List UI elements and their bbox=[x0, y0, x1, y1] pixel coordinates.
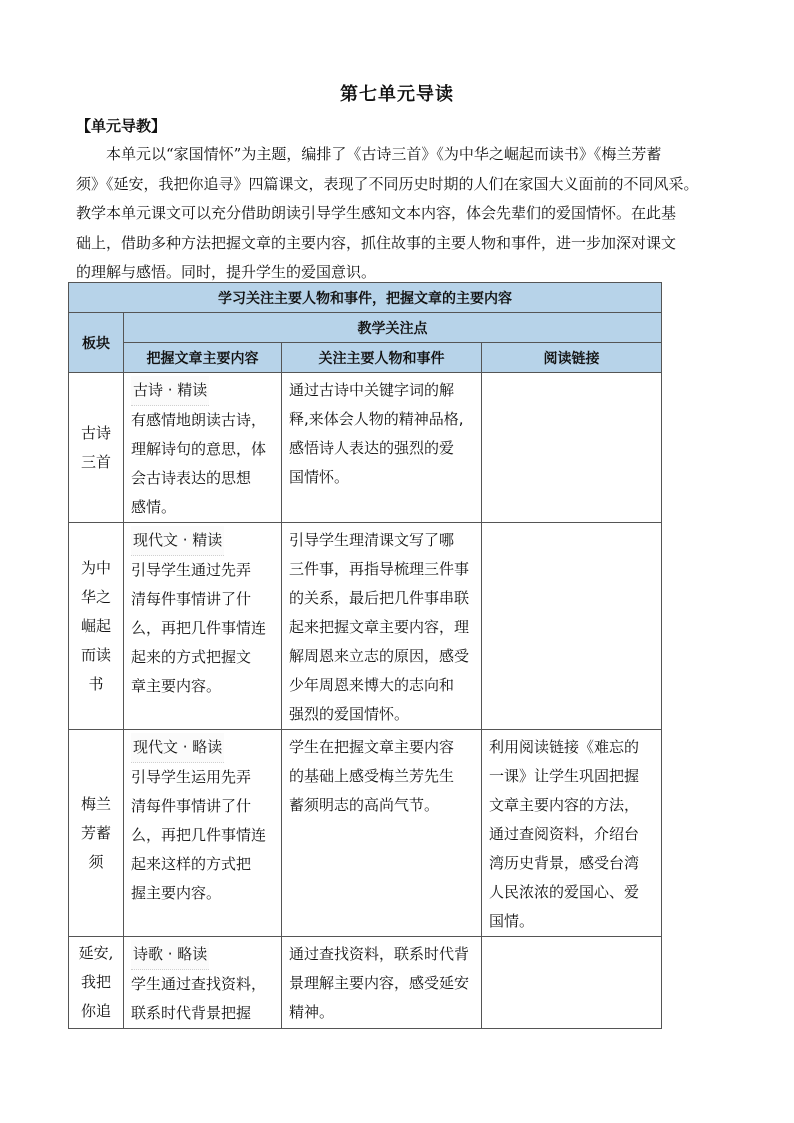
reading-link-cell bbox=[482, 373, 662, 523]
block-name-line: 为中 bbox=[80, 558, 111, 577]
table-caption: 学习关注主要人物和事件，把握文章的主要内容 bbox=[69, 283, 662, 313]
block-name-line: 崛起 bbox=[80, 616, 111, 635]
main-content-line: 清每件事情讲了什 bbox=[131, 590, 252, 608]
block-name-line: 梅兰 bbox=[80, 794, 111, 813]
column-header-link: 阅读链接 bbox=[482, 343, 662, 373]
main-content-line: 章主要内容。 bbox=[131, 677, 222, 695]
focus-line: 解周恩来立志的原因，感受 bbox=[289, 647, 470, 665]
reading-link-line: 一课》让学生巩固把握 bbox=[489, 767, 640, 785]
table-header-row bbox=[69, 343, 662, 373]
focus-cell bbox=[282, 523, 482, 730]
block-name-cell bbox=[69, 523, 124, 730]
focus-line: 起来把握文章主要内容，理 bbox=[289, 618, 470, 636]
focus-line: 通过查找资料，联系时代背 bbox=[289, 945, 470, 963]
reading-link-line: 人民浓浓的爱国心、爱 bbox=[489, 883, 640, 901]
focus-line: 国情怀。 bbox=[289, 468, 350, 486]
reading-link-line: 湾历史背景，感受台湾 bbox=[489, 854, 640, 872]
main-content-line: 握主要内容。 bbox=[131, 884, 222, 902]
reading-link-cell bbox=[482, 730, 662, 937]
focus-line: 三件事，再指导梳理三件事 bbox=[289, 560, 470, 578]
main-content-cell bbox=[124, 730, 282, 937]
column-header-focus: 关注主要人物和事件 bbox=[282, 343, 482, 373]
table-group-row bbox=[69, 313, 662, 343]
page-title: 第七单元导读 bbox=[340, 84, 454, 105]
focus-cell bbox=[282, 937, 482, 1029]
main-content-line: 联系时代背景把握 bbox=[131, 1004, 252, 1022]
reading-type-tag: 古诗 · 精读 bbox=[131, 376, 209, 406]
reading-type-tag: 诗歌 · 略读 bbox=[131, 940, 209, 970]
focus-line: 精神。 bbox=[289, 1003, 335, 1021]
block-name-line: 芳蓄 bbox=[80, 823, 111, 842]
focus-line: 通过古诗中关键字词的解 bbox=[289, 381, 455, 399]
reading-type-tag: 现代文 · 精读 bbox=[131, 526, 224, 556]
intro-paragraph bbox=[76, 140, 720, 288]
block-name-line: 你追 bbox=[80, 1002, 111, 1020]
teaching-plan-table bbox=[68, 282, 662, 1029]
table-row bbox=[69, 730, 662, 937]
main-content-line: 感情。 bbox=[131, 498, 177, 516]
reading-link-line: 通过查阅资料，介绍台 bbox=[489, 825, 640, 843]
focus-line: 景理解主要内容，感受延安 bbox=[289, 974, 470, 992]
block-name-line: 须 bbox=[88, 852, 104, 871]
reading-link-line: 文章主要内容的方法， bbox=[489, 796, 640, 814]
focus-line: 少年周恩来博大的志向和 bbox=[289, 676, 455, 694]
focus-line: 释,来体会人物的精神品格, bbox=[289, 410, 464, 428]
block-name-cell bbox=[69, 730, 124, 937]
reading-link-line: 国情。 bbox=[489, 912, 535, 930]
block-name-line: 书 bbox=[88, 674, 104, 693]
main-content-cell bbox=[124, 373, 282, 523]
focus-line: 的基础上感受梅兰芳先生 bbox=[289, 767, 455, 785]
block-name-line: 延安, bbox=[78, 944, 114, 962]
main-content-line: 起来这样的方式把 bbox=[131, 855, 252, 873]
intro-line: 础上，借助多种方法把握文章的主要内容，抓住故事的主要人物和事件，进一步加深对课文 bbox=[76, 233, 677, 252]
reading-link-line: 利用阅读链接《难忘的 bbox=[489, 738, 640, 756]
main-content-cell bbox=[124, 937, 282, 1029]
main-content-line: 清每件事情讲了什 bbox=[131, 797, 252, 815]
intro-line: 教学本单元课文可以充分借助朗读引导学生感知文本内容，体会先辈们的爱国情怀。在此基 bbox=[76, 204, 677, 222]
reading-link-cell bbox=[482, 937, 662, 1029]
block-name-line: 而读 bbox=[80, 645, 111, 664]
focus-cell bbox=[282, 730, 482, 937]
block-name-line: 华之 bbox=[80, 587, 111, 606]
main-content-line: 么，再把几件事情连 bbox=[131, 826, 267, 844]
main-content-line: 会古诗表达的思想 bbox=[131, 469, 252, 487]
main-content-line: 学生通过查找资料， bbox=[131, 975, 267, 993]
column-group-header: 教学关注点 bbox=[124, 313, 662, 343]
main-content-cell bbox=[124, 523, 282, 730]
column-header-block: 板块 bbox=[69, 313, 124, 373]
intro-line: 的理解与感悟。同时，提升学生的爱国意识。 bbox=[76, 263, 377, 281]
main-content-line: 有感情地朗读古诗， bbox=[131, 411, 267, 429]
block-name-line: 我把 bbox=[80, 973, 111, 991]
focus-line: 学生在把握文章主要内容 bbox=[289, 738, 455, 756]
intro-line: 本单元以“家国情怀”为主题，编排了《古诗三首》《为中华之崛起而读书》《梅兰芳蓄 bbox=[106, 145, 662, 163]
column-header-main: 把握文章主要内容 bbox=[124, 343, 282, 373]
focus-line: 强烈的爱国情怀。 bbox=[289, 705, 410, 723]
table-caption-row bbox=[69, 283, 662, 313]
main-content-line: 引导学生通过先弄 bbox=[131, 561, 252, 579]
main-content-line: 理解诗句的意思，体 bbox=[131, 440, 267, 458]
focus-line: 蓄须明志的高尚气节。 bbox=[289, 796, 440, 814]
reading-type-tag: 现代文 · 略读 bbox=[131, 733, 224, 763]
focus-line: 的关系，最后把几件事串联 bbox=[289, 589, 470, 607]
main-content-line: 起来的方式把握文 bbox=[131, 648, 252, 666]
intro-line: 须》《延安，我把你追寻》四篇课文，表现了不同历史时期的人们在家国大义面前的不同风采。 bbox=[76, 174, 699, 193]
block-name-line: 三首 bbox=[80, 452, 111, 471]
table-row bbox=[69, 523, 662, 730]
focus-line: 引导学生理清课文写了哪 bbox=[289, 531, 455, 549]
table-row bbox=[69, 373, 662, 523]
block-name-line: 古诗 bbox=[80, 423, 111, 442]
section-heading: 【单元导教】 bbox=[76, 117, 167, 135]
block-name-cell bbox=[69, 937, 124, 1029]
table-row bbox=[69, 937, 662, 1029]
main-content-line: 引导学生运用先弄 bbox=[131, 768, 252, 786]
focus-line: 感悟诗人表达的强烈的爱 bbox=[289, 439, 455, 457]
main-content-line: 么，再把几件事情连 bbox=[131, 619, 267, 637]
focus-cell bbox=[282, 373, 482, 523]
block-name-cell bbox=[69, 373, 124, 523]
reading-link-cell bbox=[482, 523, 662, 730]
